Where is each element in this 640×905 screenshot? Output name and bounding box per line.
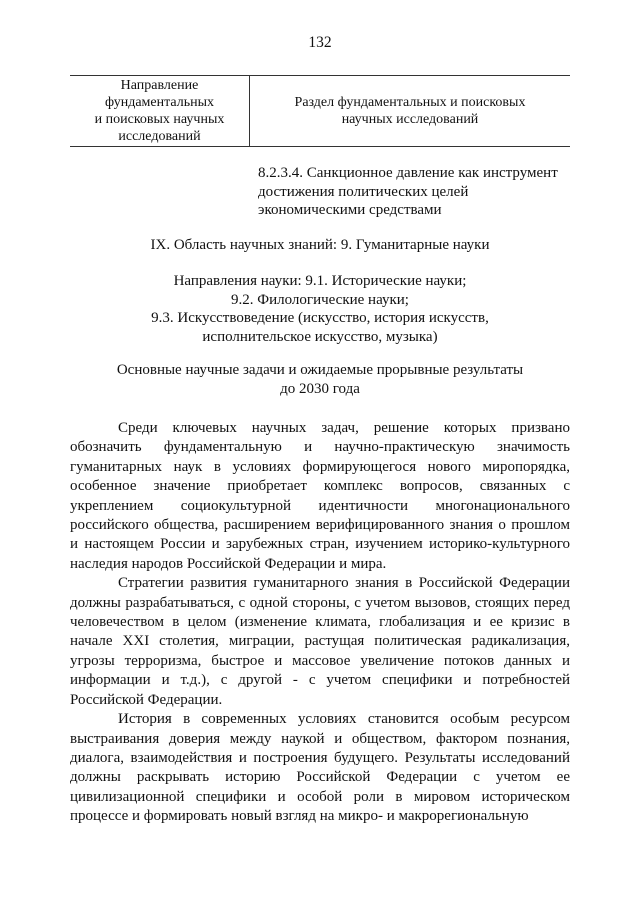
tasks-heading: Основные научные задачи и ожидаемые прорывные результаты до 2030 года <box>116 362 524 397</box>
body-text <box>70 419 570 827</box>
page-number: 132 <box>308 34 332 51</box>
paragraph: Среди ключевых научных задач, решение которых призвано обозначить фундаментальную и научно-практическую значимость гуманитарных наук в условиях формирующегося нового миропорядка, особенное значение приобретает комплекс вопросов, связанных с укреплением социокультурной идентичности многонационального российского общества, расширением верифицированного знания о прошлом и настоящем России и зарубежных стран, изучением историко-культурного наследия народов Российской Федерации и мира. <box>70 420 570 572</box>
table-header-right-text: Раздел фундаментальных и поисковых научных исследований <box>294 95 526 127</box>
area-heading: IX. Область научных знаний: 9. Гуманитарные науки <box>150 237 490 253</box>
paragraph: Стратегии развития гуманитарного знания в Российской Федерации должны разрабатываться, с одной стороны, с учетом вызовов, стоящих перед человечеством в целом (изменение климата, глобализация и ее кризис в начале XXI столетия, миграции, растущая политическая радикализация, угрозы терроризма, быстрое и массовое увеличение потоков данных и информации и т.д.), с другой - с учетом специфики и потребностей Российской Федерации. <box>70 575 570 708</box>
table-header-left-text: Направление фундаментальных и поисковых научных исследований <box>94 78 225 144</box>
table-header <box>70 75 570 147</box>
science-directions: Направления науки: 9.1. Исторические науки; 9.2. Филологические науки; 9.3. Искусствоведение (искусство, история искусств, исполнительское искусство, музыка) <box>151 273 489 345</box>
paragraph: История в современных условиях становится особым ресурсом выстраивания доверия между наукой и обществом, фактором познания, диалога, взаимодействия и построения будущего. Результаты исследований должны раскрывать историю Российской Федерации с учетом ее цивилизационной специфики и особой роли в мировом историческом процессе и формировать новый взгляд на микро- и макрорегиональную <box>70 711 570 825</box>
table-header-left-cell <box>70 76 250 146</box>
subsection-item: 8.2.3.4. Санкционное давление как инструмент достижения политических целей экономическими средствами <box>258 165 558 218</box>
table-header-right-cell <box>250 76 570 146</box>
